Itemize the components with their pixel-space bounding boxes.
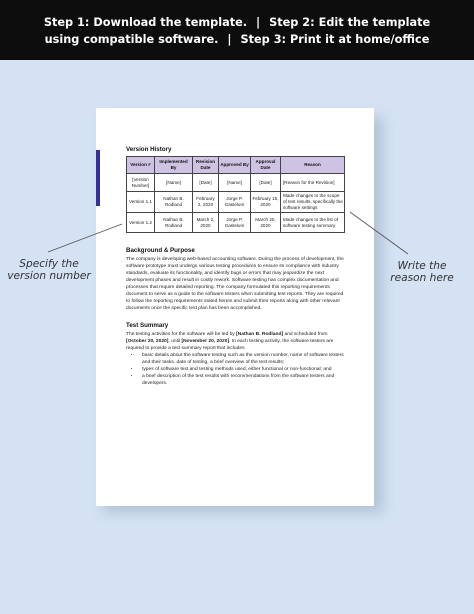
- test-summary-text: [126, 331, 346, 352]
- background-text: The company is developing web-based accounting software. During the process of development, the software prototype must undergo various testing procedures to ensure its compliance with industry standards, evaluate its functionality, and identify bugs or errors that may jeopardize the next development phases and result in costly rework. Software testing has complex documentation and processes that require detailed reporting. The company formulated this reporting requirements document to serve as a guide to the software testers when submitting test reports. They are required to follow the reporting requirements stated herein and submit their reports along with other relevant documents once the specific test plan has been accomplished.: [126, 257, 344, 311]
- table-cell: February 2, 2020: [193, 192, 219, 213]
- banner-step-2-cont: using compatible software.: [44, 33, 219, 46]
- table-cell: Made changes to the list of software testing summary: [281, 213, 345, 233]
- test-start-date: [October 20, 2020]: [126, 339, 169, 344]
- banner-step-3: Step 3: Print it at home/office: [240, 33, 430, 46]
- test-summary-text-part: , until: [168, 339, 182, 344]
- table-header-cell: Reason: [281, 157, 345, 174]
- background-section: [126, 247, 346, 312]
- list-item: • a brief description of the test results with recommendations from the software testers and developers.: [140, 373, 346, 387]
- table-header-cell: Approval Date: [251, 157, 281, 174]
- banner-line-2: [0, 31, 474, 48]
- table-row: [127, 174, 345, 192]
- list-item: • types of software test and testing methods used, either functional or non-functional; and: [140, 366, 346, 373]
- test-summary-title: Test Summary: [126, 322, 169, 329]
- test-summary-section: [126, 322, 346, 387]
- banner-line-1: [0, 14, 474, 31]
- table-header-cell: Implemented By: [155, 157, 193, 174]
- test-lead-name: [Nathan B. Rodland]: [236, 332, 284, 337]
- test-summary-text-part: The testing activities for the software will be led by: [126, 332, 237, 337]
- banner-separator: |: [227, 33, 232, 46]
- table-cell: March 20, 2020: [251, 213, 281, 233]
- table-header-cell: Revision Date: [193, 157, 219, 174]
- table-cell: [Reason for the Revision]: [281, 174, 345, 192]
- test-summary-text-part: . In each testing activity, the software testers are required to provide a test summary report that includes: [126, 339, 334, 351]
- table-header-cell: Version #: [127, 157, 155, 174]
- table-header-cell: Approved By: [219, 157, 251, 174]
- banner-step-1: Step 1: Download the template.: [43, 16, 248, 29]
- table-cell: [Date]: [251, 174, 281, 192]
- version-history-title: Version History: [126, 146, 172, 153]
- version-history-table: [126, 156, 345, 233]
- table-cell: Jorge P. Gastelum: [219, 192, 251, 213]
- table-cell: March 2, 2020: [193, 213, 219, 233]
- list-item: • basic details about the software testing such as the version number, name of software testers and their tasks, date of testing, a brief overview of the test results;: [140, 352, 346, 366]
- table-cell: Nathan B. Rodland: [155, 213, 193, 233]
- table-cell: February 15, 2020: [251, 192, 281, 213]
- test-end-date: [November 20, 2020]: [181, 339, 230, 344]
- table-cell: Version 1.1: [127, 192, 155, 213]
- test-summary-bullets: [140, 352, 346, 387]
- table-cell: Nathan B. Rodland: [155, 192, 193, 213]
- callout-version-number: Specify the version number: [7, 258, 91, 282]
- background-title: Background & Purpose: [126, 247, 195, 254]
- table-cell: Version 1.2: [127, 213, 155, 233]
- table-cell: [Date]: [193, 174, 219, 192]
- test-summary-text-part: and scheduled from: [283, 332, 328, 337]
- banner-separator: |: [256, 16, 261, 29]
- table-cell: Jorge P. Gastelum: [219, 213, 251, 233]
- table-cell: [Version Number]: [127, 174, 155, 192]
- table-cell: [Name]: [155, 174, 193, 192]
- instructions-banner: [0, 0, 474, 60]
- callout-reason: Write the reason here: [390, 260, 454, 284]
- table-cell: [Name]: [219, 174, 251, 192]
- table-header-row: [127, 157, 345, 174]
- document-content: [126, 146, 346, 387]
- table-cell: Made changes to the scope of test results, specifically the software settings: [281, 192, 345, 213]
- table-row: [127, 192, 345, 213]
- banner-step-2: Step 2: Edit the template: [269, 16, 431, 29]
- table-row: [127, 213, 345, 233]
- page-accent-bar: [96, 150, 100, 206]
